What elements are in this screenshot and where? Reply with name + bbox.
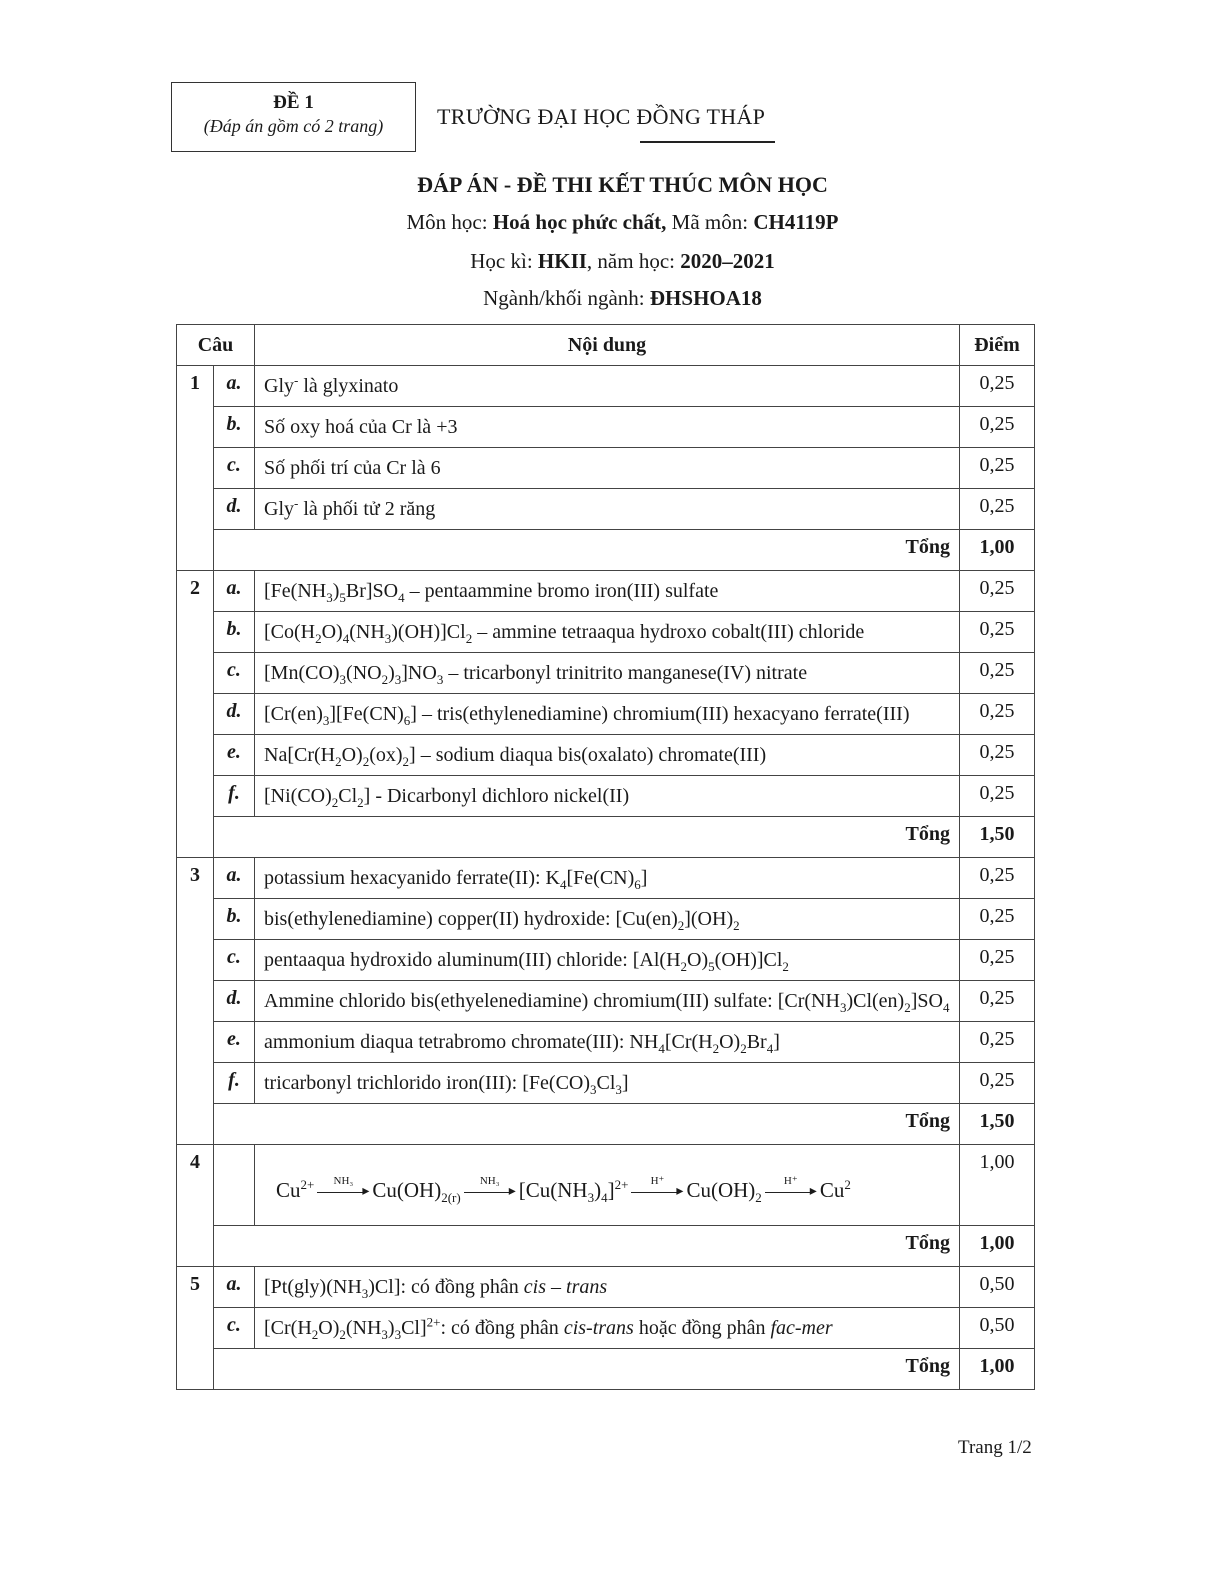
item-score: 1,00 [960,1145,1035,1226]
arrow-shaft [631,1192,679,1193]
text-segment: 3 [839,1000,847,1015]
page-number: Trang 1/2 [958,1437,1032,1458]
item-score: 0,25 [960,366,1035,407]
text-segment: 4 [398,590,405,605]
item-score: 0,25 [960,858,1035,899]
text-segment: (NH [349,621,385,643]
subject-value: Hoá học phức chất, [492,210,667,234]
item-content [255,366,960,407]
text-segment: 2 [311,1327,319,1342]
item-letter: b. [214,407,255,448]
total-label: Tổng [214,1349,960,1390]
item-letter: e. [214,1022,255,1063]
text-segment: 4 [766,1041,774,1056]
item-score: 0,25 [960,940,1035,981]
code-label: Mã môn: [666,210,754,234]
text-segment: 6 [634,877,641,892]
text-segment: 2 [357,795,364,810]
text-segment: [Cu(NH [518,1178,588,1202]
subject-line [0,210,1225,235]
text-segment: 3 [394,672,402,687]
item-content [255,940,960,981]
text-segment: 2 [465,631,473,646]
text-segment: ](OH) [684,908,734,930]
header-content: Nội dung [255,325,960,366]
text-segment: 2+ [300,1177,315,1192]
text-segment: Gly [264,498,294,520]
text-segment: 3 [436,672,444,687]
text-segment: 2 [733,918,740,933]
table-row [177,694,1035,735]
text-segment: Ammine chlorido bis(ethyelenediamine) chromium(III) sulfate: [Cr(NH [264,990,840,1012]
arrow-icon [464,1184,516,1199]
text-segment: (OH)]Cl [714,949,783,971]
table-row [177,448,1035,489]
item-letter: a. [214,571,255,612]
table-row [177,653,1035,694]
reaction-arrow [464,1175,516,1197]
item-content [255,694,960,735]
table-row [177,776,1035,817]
text-segment: ] [640,867,648,889]
arrow-head: ▸ [362,1184,370,1199]
text-segment: ] – tris(ethylenediamine) chromium(III) hexacyano ferrate(III) [410,703,910,725]
text-segment: Số phối trí của Cr là 6 [264,457,441,479]
text-segment: ) [332,580,340,602]
text-segment: [Cr(H [264,1317,312,1339]
total-score: 1,50 [960,1104,1035,1145]
header-question: Câu [177,325,255,366]
text-segment: ] - Dicarbonyl dichloro nickel(II) [363,785,630,807]
text-segment: 3 [361,1286,369,1301]
reaction-arrow [631,1175,683,1197]
item-score: 0,25 [960,694,1035,735]
text-segment: ) [387,1317,395,1339]
text-segment: ) [594,1178,602,1202]
text-segment: Cu(OH) [686,1178,756,1202]
code-value: CH4119P [753,210,839,234]
item-letter: d. [214,694,255,735]
text-segment: 2 [335,754,342,769]
text-segment: 2 [680,959,688,974]
text-segment: - [294,372,299,388]
term-label: Học kì: [470,249,538,273]
item-score: 0,25 [960,653,1035,694]
text-segment: cis-trans [563,1317,634,1339]
text-segment: 2 [362,754,370,769]
text-segment: ]SO [910,990,943,1012]
text-segment: 2 [402,754,410,769]
arrow-icon [631,1184,684,1199]
text-segment: 3 [381,1327,388,1342]
item-content [255,981,960,1022]
text-segment: )(OH)]Cl [391,621,466,643]
text-segment: 2 [315,631,322,646]
text-segment: cis – trans [523,1276,608,1298]
item-letter: f. [214,1063,255,1104]
item-score: 0,25 [960,776,1035,817]
reagent-label: H⁺ [783,1175,798,1187]
item-content [255,899,960,940]
text-segment: là glyxinato [298,375,399,397]
total-score: 1,50 [960,817,1035,858]
item-letter: c. [214,448,255,489]
text-segment: Số oxy hoá của Cr là +3 [264,416,458,438]
reaction-arrow [765,1175,817,1197]
item-letter: c. [214,1308,255,1349]
text-segment: [Fe(NH [264,580,327,602]
text-segment: fac-mer [770,1317,833,1339]
item-letter: d. [214,489,255,530]
item-score: 0,25 [960,489,1035,530]
text-segment: 4 [601,1190,608,1206]
text-segment: Br [746,1031,767,1053]
header-score: Điểm [960,325,1035,366]
item-letter: c. [214,653,255,694]
table-row [177,1022,1035,1063]
table-header-row [177,325,1035,366]
reagent-label: NH₃ [333,1175,354,1187]
text-segment: ] [621,1072,629,1094]
exam-code-box [171,82,416,152]
subject-label: Môn học: [406,210,493,234]
text-segment: – tricarbonyl trinitrito manganese(IV) nitrate [443,662,808,684]
text-segment: 2 [677,918,685,933]
table-row [177,571,1035,612]
total-label: Tổng [214,530,960,571]
text-segment: [Pt(gly)(NH [264,1276,362,1298]
text-segment: 4 [342,631,350,646]
total-score: 1,00 [960,530,1035,571]
total-label: Tổng [214,1226,960,1267]
item-content [255,489,960,530]
exam-code: ĐỀ 1 [273,92,314,113]
item-score: 0,25 [960,612,1035,653]
text-segment: là phối tử 2 răng [298,498,436,520]
text-segment: potassium hexacyanido ferrate(II): K [264,867,560,889]
text-segment: 3 [384,631,392,646]
text-segment: hoặc đồng phân [633,1317,771,1339]
item-content [255,1267,960,1308]
text-segment: [Fe(CN) [566,867,635,889]
text-segment: Cu(OH) [372,1178,442,1202]
total-label: Tổng [214,1104,960,1145]
major-label: Ngành/khối ngành: [483,286,650,310]
text-segment: 3 [326,590,333,605]
arrow-icon [317,1184,370,1199]
arrow-shaft [317,1192,365,1193]
text-segment: ammonium diaqua tetrabromo chromate(III): NH [264,1031,659,1053]
major-value: ĐHSHOA18 [649,286,762,310]
term-value: HKII [537,249,587,273]
item-score: 0,25 [960,448,1035,489]
table-row [177,1308,1035,1349]
chemical-species [686,1176,761,1204]
school-underline [640,141,775,143]
text-segment: ) [388,662,395,684]
item-content [255,735,960,776]
text-segment: 2 [740,1041,747,1056]
question-number: 5 [177,1267,214,1390]
table-row [177,1063,1035,1104]
item-score: 0,25 [960,1022,1035,1063]
text-segment: )Cl]: có đồng phân [368,1276,524,1298]
text-segment: Gly [264,375,294,397]
table-row [177,735,1035,776]
total-row [177,1349,1035,1390]
text-segment: 2 [712,1041,720,1056]
text-segment: 4 [658,1041,665,1056]
text-segment: Cu [819,1178,845,1202]
text-segment: [Cr(H [664,1031,713,1053]
item-score: 0,25 [960,571,1035,612]
table-row [177,940,1035,981]
question-number: 2 [177,571,214,858]
text-segment: 2 [782,959,789,974]
text-segment: (NH [345,1317,382,1339]
total-row [177,817,1035,858]
question-number: 4 [177,1145,214,1267]
question-number: 1 [177,366,214,571]
text-segment: 3 [339,672,347,687]
arrow-shaft [765,1192,813,1193]
text-segment: Cl [596,1072,616,1094]
chemical-species [372,1176,460,1204]
item-content [255,571,960,612]
reagent-label: H⁺ [650,1175,665,1187]
table-row [177,366,1035,407]
text-segment: (NO [346,662,382,684]
page-count-note: (Đáp án gồm có 2 trang) [203,116,384,136]
item-score: 0,50 [960,1267,1035,1308]
item-letter-empty [214,1145,255,1226]
text-segment: 2(r) [441,1190,461,1206]
item-content [255,776,960,817]
text-segment: 3 [587,1190,595,1206]
item-letter: a. [214,1267,255,1308]
table-row [177,899,1035,940]
text-segment: – pentaammine bromo iron(III) sulfate [404,580,719,602]
text-segment: 6 [403,713,411,728]
text-segment: 3 [615,1082,622,1097]
chemical-species [276,1176,314,1204]
table-row [177,407,1035,448]
item-score: 0,25 [960,735,1035,776]
text-segment: ] [607,1178,615,1202]
item-letter: b. [214,899,255,940]
chemical-species [519,1176,629,1204]
text-segment: O) [318,1317,340,1339]
reaction-content [255,1145,960,1226]
text-segment: 2 [755,1190,762,1206]
text-segment: Na[Cr(H [264,744,336,766]
arrow-shaft [464,1192,512,1193]
item-content [255,612,960,653]
text-segment: - [294,495,299,511]
item-letter: a. [214,858,255,899]
text-segment: [Cr(en) [264,703,323,725]
text-segment: O) [687,949,709,971]
table-row [177,1267,1035,1308]
text-segment: – ammine tetraaqua hydroxo cobalt(III) chloride [472,621,865,643]
text-segment: (ox) [369,744,403,766]
text-segment: 4 [560,877,567,892]
item-score: 0,25 [960,981,1035,1022]
text-segment: Cu [276,1178,301,1202]
text-segment: 4 [942,1000,950,1015]
item-letter: c. [214,940,255,981]
item-letter: b. [214,612,255,653]
reaction-scheme [264,1151,951,1219]
major-line [0,286,1225,311]
item-content [255,448,960,489]
text-segment: pentaaqua hydroxido aluminum(III) chloride: [Al(H [264,949,681,971]
text-segment: 5 [339,590,346,605]
chemical-species [820,1176,851,1204]
text-segment: 3 [394,1327,402,1342]
total-label: Tổng [214,817,960,858]
item-content [255,1063,960,1104]
text-segment: [Mn(CO) [264,662,340,684]
text-segment: Cl] [401,1317,427,1339]
item-letter: d. [214,981,255,1022]
text-segment: 2+ [614,1177,629,1192]
text-segment: bis(ethylenediamine) copper(II) hydroxide: [Cu(en) [264,908,678,930]
text-segment: ][Fe(CN) [329,703,404,725]
year-value: 2020–2021 [680,249,775,273]
text-segment: [Co(H [264,621,316,643]
table-row [177,981,1035,1022]
item-content [255,407,960,448]
text-segment: ] – sodium diaqua bis(oxalato) chromate(III) [409,744,767,766]
text-segment: 3 [590,1082,597,1097]
text-segment: 2 [339,1327,346,1342]
item-letter: f. [214,776,255,817]
text-segment: 5 [708,959,715,974]
table-row [177,489,1035,530]
item-letter: a. [214,366,255,407]
answer-table [176,324,1035,1390]
text-segment: )Cl(en) [846,990,905,1012]
document-title: ĐÁP ÁN - ĐỀ THI KẾT THÚC MÔN HỌC [417,172,828,197]
item-content [255,1022,960,1063]
text-segment: ]NO [401,662,437,684]
arrow-head: ▸ [809,1184,817,1199]
question-number: 3 [177,858,214,1145]
arrow-icon [765,1184,817,1199]
table-row [177,858,1035,899]
text-segment: ] [773,1031,780,1053]
text-segment: Br]SO [345,580,399,602]
text-segment: 2 [904,1000,911,1015]
text-segment: 3 [322,713,330,728]
total-row [177,1104,1035,1145]
school-name: TRƯỜNG ĐẠI HỌC ĐỒNG THÁP [437,104,766,129]
text-segment: tricarbonyl trichlorido iron(III): [Fe(CO) [264,1072,591,1094]
answer-table-body [177,366,1035,1390]
item-score: 0,25 [960,407,1035,448]
item-content [255,1308,960,1349]
text-segment: O) [341,744,363,766]
arrow-head: ▸ [676,1184,684,1199]
text-segment: 2 [381,672,389,687]
text-segment: O) [321,621,343,643]
arrow-head: ▸ [508,1184,516,1199]
text-segment: O) [719,1031,741,1053]
text-segment: 2+ [426,1314,441,1330]
item-score: 0,25 [960,1063,1035,1104]
term-line [0,249,1225,274]
total-score: 1,00 [960,1349,1035,1390]
item-content [255,858,960,899]
total-row [177,530,1035,571]
table-row [177,1145,1035,1226]
item-letter: e. [214,735,255,776]
reagent-label: NH₃ [479,1175,500,1187]
total-score: 1,00 [960,1226,1035,1267]
text-segment: 2 [331,795,339,810]
table-row [177,612,1035,653]
year-label: , năm học: [586,249,681,273]
item-score: 0,50 [960,1308,1035,1349]
text-segment: Cl [338,785,358,807]
text-segment: [Ni(CO) [264,785,332,807]
reaction-arrow [317,1175,369,1197]
text-segment: 2 [844,1177,851,1192]
text-segment: : có đồng phân [440,1317,564,1339]
item-content [255,653,960,694]
total-row [177,1226,1035,1267]
item-score: 0,25 [960,899,1035,940]
